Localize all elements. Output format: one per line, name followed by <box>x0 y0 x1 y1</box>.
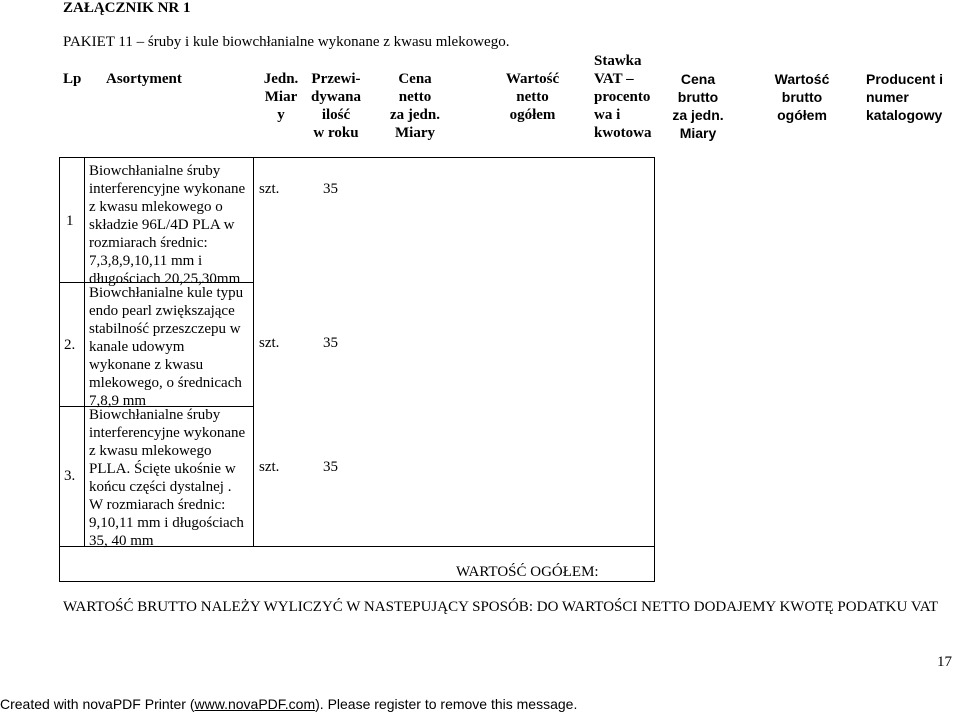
header-lp: Lp <box>63 71 82 87</box>
total-label: WARTOŚĆ OGÓŁEM: <box>456 564 599 580</box>
row-divider-top <box>59 157 655 158</box>
table-border-bottom <box>59 581 655 582</box>
row-2-lp: 2. <box>64 337 76 353</box>
col-divider-desc <box>253 157 254 546</box>
header-cena-brutto: Cena brutto za jedn. Miary <box>672 71 724 141</box>
row-3-unit: szt. <box>259 459 280 475</box>
footer-suffix: ). Please register to remove this message. <box>315 696 578 712</box>
row-1-description: Biowchłanialne śruby interferencyjne wykonane z kwasu mlekowego o składzie 96L/4D PLA w rozmiarach średnic: 7,3,8,9,10,11 mm i długościach 20,25,30mm <box>89 163 246 287</box>
col-divider-lp <box>84 157 85 546</box>
header-wartosc-brutto: Wartość brutto ogółem <box>774 71 830 123</box>
package-title: PAKIET 11 – śruby i kule biowchłanialne wykonane z kwasu mlekowego. <box>63 34 510 50</box>
vat-calculation-note: WARTOŚĆ BRUTTO NALEŻY WYLICZYĆ W NASTEPUJĄCY SPOSÓB: DO WARTOŚCI NETTO DODAJEMY KWOTĘ PODATKU VAT <box>63 599 939 615</box>
row-1-lp: 1 <box>66 213 74 229</box>
document-title: ZAŁĄCZNIK NR 1 <box>63 0 191 16</box>
table-border-right <box>654 157 655 582</box>
header-jedn: Jedn. Miar y <box>263 71 299 123</box>
row-1-unit: szt. <box>259 181 280 197</box>
header-asortyment: Asortyment <box>106 71 182 87</box>
header-wartosc-netto: Wartość netto ogółem <box>505 71 560 123</box>
footer-link[interactable]: www.novaPDF.com <box>194 696 316 712</box>
row-3-lp: 3. <box>64 468 76 484</box>
watermark-footer <box>0 696 577 712</box>
row-2-description: Biowchłanialne kule typu endo pearl zwiększające stabilność przeszczepu w kanale udowym wykonane z kwasu mlekowego, o średnicach 7,8,9 mm <box>89 285 244 409</box>
row-1-qty: 35 <box>323 181 338 197</box>
row-3-qty: 35 <box>323 459 338 475</box>
header-producent: Producent i numer katalogowy <box>866 71 944 123</box>
header-ilosc: Przewi- dywana ilość w roku <box>310 71 362 141</box>
row-3-description: Biowchłanialne śruby interferencyjne wykonane z kwasu mlekowego PLLA. Ścięte ukośnie w końcu części dystalnej . W rozmiarach średnic: 9,10,11 mm i długościach 35, 40 mm <box>89 407 246 549</box>
row-2-qty: 35 <box>323 335 338 351</box>
table-border-left <box>59 157 60 582</box>
footer-prefix: Created with novaPDF Printer ( <box>0 696 195 712</box>
row-2-unit: szt. <box>259 335 280 351</box>
page-number: 17 <box>937 654 952 670</box>
header-vat: Stawka VAT – procento wa i kwotowa <box>594 53 652 141</box>
header-cena-netto: Cena netto za jedn. Miary <box>390 71 440 141</box>
